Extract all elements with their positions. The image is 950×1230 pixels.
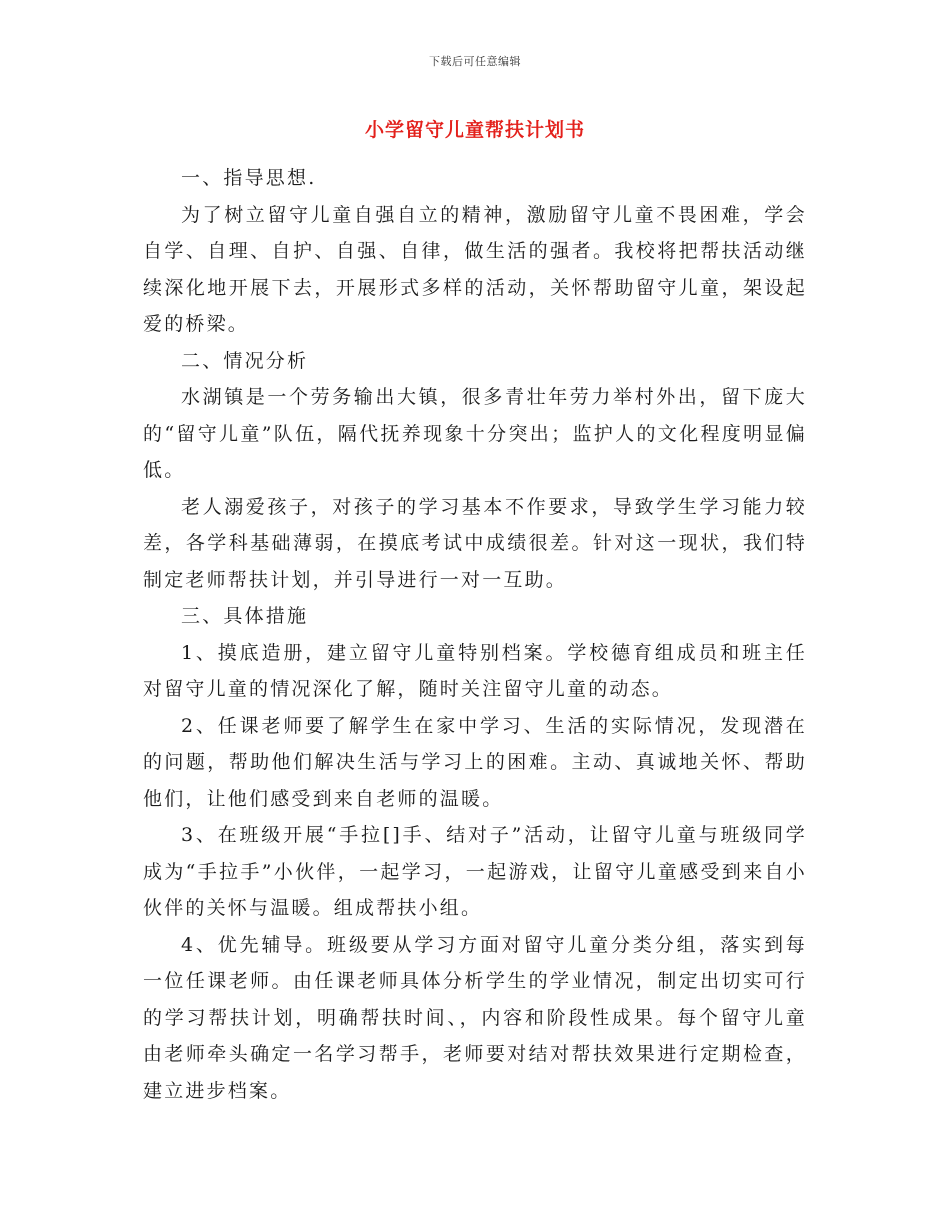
paragraph-situation-2: 老人溺爱孩子，对孩子的学习基本不作要求，导致学生学习能力较差，各学科基础薄弱，在摸底考试中成绩很差。针对这一现状，我们特制定老师帮扶计划，并引导进行一对一互助。	[143, 495, 807, 591]
page-header-note: 下载后可任意编辑	[429, 55, 521, 68]
section-heading-situation-analysis: 二、情况分析	[181, 349, 309, 372]
paragraph-measure-2: 2、任课老师要了解学生在家中学习、生活的实际情况，发现潜在的问题，帮助他们解决生活与学习上的困难。主动、真诚地关怀、帮助他们，让他们感受到来自老师的温暖。	[143, 714, 807, 810]
paragraph-guiding-ideology: 为了树立留守儿童自强自立的精神，激励留守儿童不畏困难，学会自学、自理、自护、自强、自律，做生活的强者。我校将把帮扶活动继续深化地开展下去，开展形式多样的活动，关怀帮助留守儿童，架设起爱的桥梁。	[143, 203, 807, 335]
paragraph-measure-4: 4、优先辅导。班级要从学习方面对留守儿童分类分组，落实到每一位任课老师。由任课老师具体分析学生的学业情况，制定出切实可行的学习帮扶计划，明确帮扶时间、，内容和阶段性成果。每个留守儿童由老师牵头确定一名学习帮手，老师要对结对帮扶效果进行定期检查，建立进步档案。	[143, 933, 807, 1102]
paragraph-measure-3: 3、在班级开展“手拉[]手、结对子”活动，让留守儿童与班级同学成为“手拉手”小伙伴，一起学习，一起游戏，让留守儿童感受到来自小伙伴的关怀与温暖。组成帮扶小组。	[143, 824, 807, 919]
section-heading-guiding-ideology: 一、指导思想.	[181, 167, 317, 189]
document-body	[143, 160, 807, 1109]
paragraph-measure-1: 1、摸底造册，建立留守儿童特别档案。学校德育组成员和班主任对留守儿童的情况深化了解，随时关注留守儿童的动态。	[143, 641, 807, 700]
paragraph-situation-1: 水湖镇是一个劳务输出大镇，很多青壮年劳力举村外出，留下庞大的“留守儿童”队伍，隔代抚养现象十分突出；监护人的文化程度明显偏低。	[143, 386, 807, 481]
section-heading-specific-measures: 三、具体措施	[181, 605, 309, 627]
document-title: 小学留守儿童帮扶计划书	[364, 119, 585, 141]
